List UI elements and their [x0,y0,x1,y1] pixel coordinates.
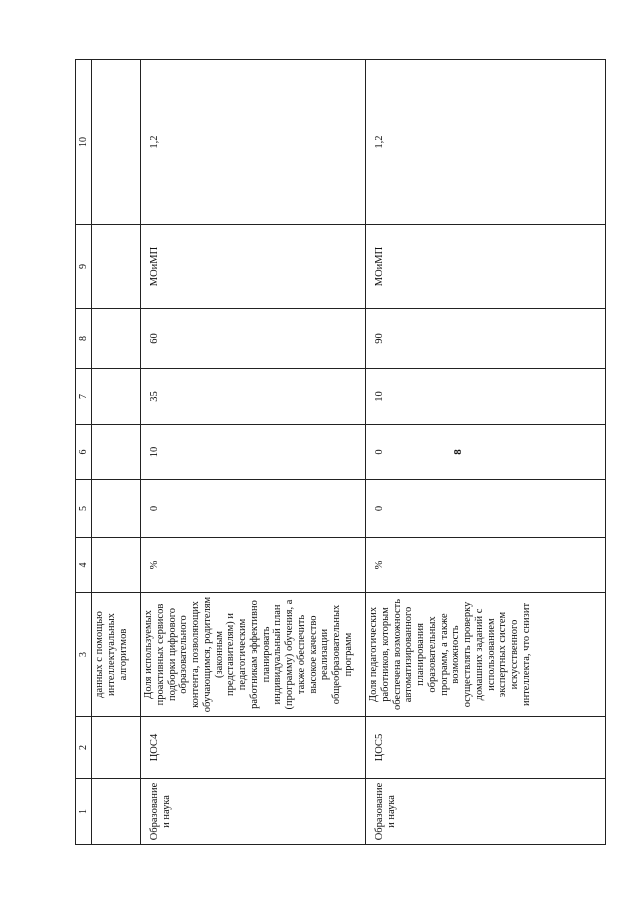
reference-cell: 1,2 [141,60,366,225]
value-cell: 10 [366,369,606,425]
header-cell: 3 [76,593,92,717]
header-cell: 2 [76,717,92,779]
page-number: 8 [452,449,464,455]
unit-cell: % [141,538,366,593]
value-cell: 0 [366,425,606,480]
continuation-row [92,60,141,845]
header-cell: 7 [76,369,92,425]
reference-cell: 1,2 [366,60,606,225]
header-cell: 1 [76,779,92,845]
value-cell: 0 [366,480,606,538]
header-cell: 8 [76,309,92,369]
table-cell [92,60,141,225]
value-cell: 0 [141,480,366,538]
sector-cell: Образование и наука [141,779,366,845]
table-cell [92,225,141,309]
table-cell [92,538,141,593]
header-cell: 9 [76,225,92,309]
header-cell: 4 [76,538,92,593]
value-cell: 60 [141,309,366,369]
table-container [75,60,599,845]
table-cell [92,717,141,779]
table-row [141,60,366,845]
table-cell [92,779,141,845]
value-cell: 35 [141,369,366,425]
table-row [366,60,606,845]
sector-cell: Образование и наука [366,779,606,845]
header-cell: 6 [76,425,92,480]
unit-cell: % [366,538,606,593]
value-cell: 10 [141,425,366,480]
header-cell: 10 [76,60,92,225]
code-cell: ЦОС4 [141,717,366,779]
description-cell: Доля педагогических работников, которым обеспечена возможность автоматизированного планирования образовательных программ, а также возможность осуществлять проверку домашних заданий с использованием экспертных систем искусственного интеллекта, что снизит [366,593,606,717]
table-cell [92,309,141,369]
header-row [76,60,92,845]
value-cell: 90 [366,309,606,369]
responsible-cell: МОиМП [366,225,606,309]
responsible-cell: МОиМП [141,225,366,309]
code-cell: ЦОС5 [366,717,606,779]
table-cell [92,369,141,425]
continuation-text: данных с помощью интеллектуальных алгоритмов [92,593,141,717]
table-cell [92,480,141,538]
table-cell [92,425,141,480]
data-table [75,59,606,845]
header-cell: 5 [76,480,92,538]
description-cell: Доля используемых проактивных сервисов подборки цифрового образовательного контента, позволяющих обучающимся, родителям (законным представителям) и педагогическим работникам эффективно планировать индивидуальный план (программу) обучения, а также обеспечить высокое качество реализации общеобразовательных программ [141,593,366,717]
